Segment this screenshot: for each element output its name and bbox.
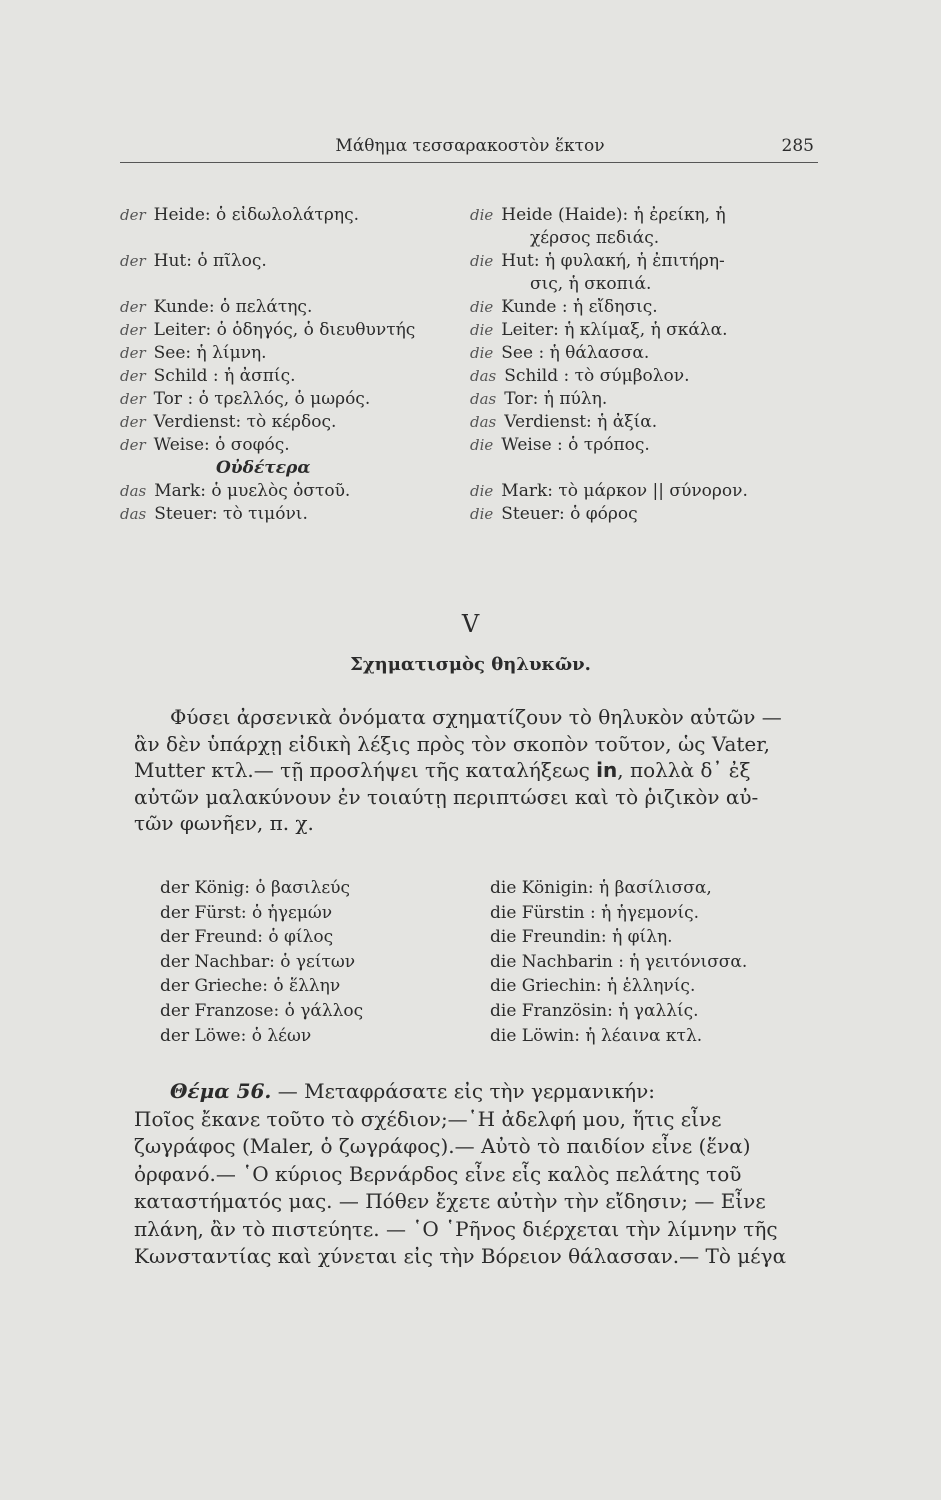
suffix-in: in: [596, 758, 618, 782]
paragraph-line: αὐτῶν μαλακύνουν ἐν τοιαύτῃ περιπτώσει καὶ τὸ ῥιζικὸν αὐ-: [134, 784, 759, 809]
vocab-spacer: [470, 457, 820, 480]
header-rule: [120, 162, 818, 163]
section-title: Σχηματισμὸς θηλυκῶν.: [350, 654, 591, 675]
exercise-line: καταστήματός μας. — Πόθεν ἔχετε αὐτὴν τὴν εἴδησιν; — Εἶνε: [134, 1189, 766, 1213]
example-entry: der Fürst: ὁ ἡγεμών: [160, 902, 333, 923]
vocab-entry: der Heide: ὁ εἰδωλολάτρης.: [120, 205, 360, 225]
vocab-entry: die Kunde : ἡ εἴδησις.: [470, 297, 658, 317]
exercise-line: Ποῖος ἔκανε τοῦτο τὸ σχέδιον;—῾Η ἀδελφή μου, ἥτις εἶνε: [134, 1106, 722, 1131]
vocab-left-column: [120, 204, 460, 526]
vocab-entry: der Weise: ὁ σοφός.: [120, 435, 290, 455]
vocab-entry: der Verdienst: τὸ κέρδος.: [120, 412, 337, 432]
paragraph-line: Φύσει ἀρσενικὰ ὀνόματα σχηματίζουν τὸ θηλυκὸν αὐτῶν —: [170, 705, 782, 729]
vocab-entry: der Hut: ὁ πῖλος.: [120, 251, 267, 271]
paragraph-line: τῶν φωνῆεν, π. χ.: [134, 811, 314, 835]
page-header: [120, 136, 820, 162]
vocab-entry: das Verdienst: ἡ ἀξία.: [470, 412, 658, 432]
example-entry: die Löwin: ἡ λέαινα κτλ.: [490, 1025, 703, 1046]
exercise-line: ζωγράφος (Maler, ὁ ζωγράφος).— Αὐτὸ τὸ παιδίον εἶνε (ἕνα): [134, 1134, 751, 1158]
example-entry: der Freund: ὁ φίλος: [160, 927, 334, 948]
example-entry: die Freundin: ἡ φίλη.: [490, 927, 673, 948]
paragraph-line: Mutter κτλ.— τῇ προσλήψει τῆς καταλήξεως in, πολλὰ δ᾽ ἐξ: [134, 758, 751, 782]
vocab-entry: das Steuer: τὸ τιμόνι.: [120, 504, 308, 524]
vocab-entry: die Steuer: ὁ φόρος: [470, 504, 638, 524]
exercise-line: ὀρφανό.— ῾Ο κύριος Βερνάρδος εἶνε εἷς καλὸς πελάτης τοῦ: [134, 1161, 742, 1186]
neuter-heading: Οὐδέτερα: [216, 458, 311, 478]
running-title: Μάθημα τεσσαρακοστὸν ἕκτον: [335, 136, 605, 156]
example-entry: die Nachbarin : ἡ γειτόνισσα.: [490, 951, 748, 972]
vocab-entry: das Tor: ἡ πύλη.: [470, 389, 608, 409]
example-entry: die Griechin: ἡ ἑλληνίς.: [490, 976, 696, 997]
vocab-entry: der Tor : ὁ τρελλός, ὁ μωρός.: [120, 389, 371, 409]
vocab-entry: der Schild : ἡ ἀσπίς.: [120, 366, 296, 386]
vocab-continuation: χέρσος πεδιάς.: [530, 228, 660, 248]
page-number: 285: [781, 136, 814, 156]
example-entry: die Fürstin : ἡ ἡγεμονίς.: [490, 902, 700, 923]
exercise-label: Θέμα 56.: [170, 1079, 272, 1103]
vocab-entry: der Kunde: ὁ πελάτης.: [120, 297, 313, 317]
vocab-continuation: σις, ἡ σκοπιά.: [530, 274, 652, 294]
explanation-paragraph: [134, 704, 814, 837]
feminine-examples: [490, 876, 747, 1048]
section-numeral: V: [461, 610, 480, 638]
example-entry: der König: ὁ βασιλεύς: [160, 878, 351, 898]
vocab-spacer: [120, 227, 460, 250]
masculine-examples: [160, 876, 363, 1048]
example-entry: der Franzose: ὁ γάλλος: [160, 1000, 364, 1021]
vocab-entry: das Mark: ὁ μυελὸς ὀστοῦ.: [120, 481, 351, 501]
paragraph-line: ἂν δὲν ὑπάρχῃ εἰδικὴ λέξις πρὸς τὸν σκοπὸν τοῦτον, ὡς Vater,: [134, 731, 770, 756]
vocab-entry: die Hut: ἡ φυλακή, ἡ ἐπιτήρη-: [470, 251, 725, 271]
exercise-line: Θέμα 56. — Μεταφράσατε εἰς τὴν γερμανικήν:: [134, 1078, 814, 1106]
vocab-entry: die Mark: τὸ μάρκον || σύνορον.: [470, 481, 748, 501]
exercise-line: Κωνσταντίας καὶ χύνεται εἰς τὴν Βόρειον θάλασσαν.— Τὸ μέγα: [134, 1244, 787, 1268]
example-entry: der Löwe: ὁ λέων: [160, 1025, 312, 1046]
vocab-entry: der See: ἡ λίμνη.: [120, 343, 267, 363]
vocab-entry: die Leiter: ἡ κλίμαξ, ἡ σκάλα.: [470, 320, 728, 340]
vocab-entry: der Leiter: ὁ ὁδηγός, ὁ διευθυντής: [120, 320, 416, 340]
example-entry: die Königin: ἡ βασίλισσα,: [490, 878, 712, 898]
example-entry: der Grieche: ὁ ἕλλην: [160, 976, 341, 997]
example-entry: der Nachbar: ὁ γείτων: [160, 951, 356, 972]
example-entry: die Französin: ἡ γαλλίς.: [490, 1000, 699, 1021]
exercise-line: πλάνη, ἂν τὸ πιστεύητε. — ῾Ο ῾Ρῆνος διέρχεται τὴν λίμνην τῆς: [134, 1216, 778, 1241]
vocab-entry: die See : ἡ θάλασσα.: [470, 343, 650, 363]
vocab-spacer: [120, 273, 460, 296]
vocab-entry: das Schild : τὸ σύμβολον.: [470, 366, 690, 386]
vocab-entry: die Weise : ὁ τρόπος.: [470, 435, 650, 455]
exercise-block: [134, 1078, 814, 1271]
vocab-right-column: [470, 204, 820, 526]
vocab-entry: die Heide (Haide): ἡ ἐρείκη, ἡ: [470, 205, 726, 225]
